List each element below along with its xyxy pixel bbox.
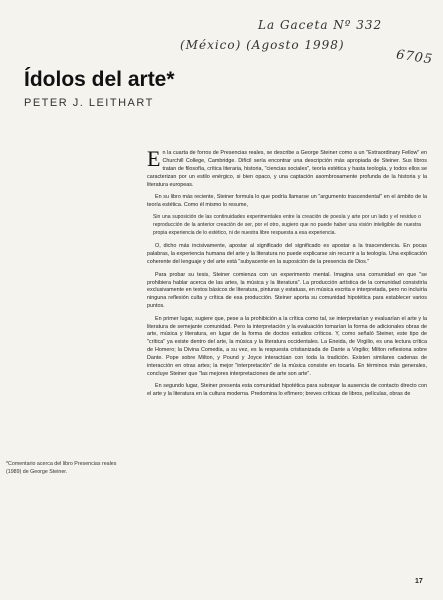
article-title: Ídolos del arte* [24,68,175,91]
handwritten-source-note: La Gaceta Nº 332 [258,18,383,32]
body-paragraph: En segundo lugar, Steiner presenta esta comunidad hipotética para subrayar la ausencia de contacto directo con el arte y la literatura en la cultura moderna. Predomina lo efímero; breves críticas de libros, películas, obras de [147,383,427,398]
handwritten-archive-number: 6705 [395,47,434,68]
body-paragraph: O, dicho más incisivamente, apostar al significado del significado es apostar a la trascendencia. En pocas palabras, la experiencia humana del arte y la literatura no puede explicarse sin recurrir a la teología. Una explicación coherente del lenguaje y del arte está "subyacente en la suposición de la presencia de Dios." [147,243,427,266]
body-paragraph: En primer lugar, sugiere que, pese a la prohibición a la crítica como tal, se interpretarían y evaluarían el arte y la literatura de semejante comunidad. Pero la interpretación y la evaluación tomarían la forma de adicionales obras de arte, música y literatura, en lugar de la forma de doctos estudios críticos. Y, como señaló Steiner, este tipo de "crítica" ya existe dentro del arte, la música y la literatura occidentales. La Eneida, de Virgilio, es una lectura crítica de Homero; la Divina Comedia, a su vez, es la respuesta cristianizada de Dante a Virgilio; Milton reflexiona sobre Dante. Pope sobre Milton, y Pound y Joyce interactúan con toda la tradición. Existen similares cadenas de interacción en otras artes; la mejor "interpretación" de la música consiste en tocarla. En términos más generales, concluye Steiner que "las mejores interpretaciones de arte son arte". [147,315,427,377]
page-number: 17 [415,578,423,585]
handwritten-date-note: (México) (Agosto 1998) [180,38,345,52]
body-paragraph: Para probar su tesis, Steiner comienza con un experimento mental. Imagina una comunidad en que "se prohibiera hablar acerca de las artes, la música y la literatura". La producción artística de la comunidad consistiría exclusivamente en textos básicos de literatura, pinturas y estatuas, en música escrita e interpretada, pero no incluiría ninguna reflexión culta y crítica de esa producción. Steiner aporta su comunidad hipotética para establecer varios puntos. [147,271,427,310]
body-paragraph: En la cuarta de forros de Presencias reales, se describe a George Steiner como a un "Extraordinary Fellow" en Churchill College, Cambridge. Difícil sería encontrar una descripción más apropiada de Steiner. Sus libros tratan de filosofía, crítica literaria, historia, "ciencias sociales", teoría estética y hasta teología, y todos ellos se caracterizan por un estilo enérgico, si bien opaco, y una captación asombrosamente profunda de la historia y la literatura europeas. [147,146,427,188]
body-paragraph: En su libro más reciente, Steiner formula lo que podría llamarse un "argumento trascendental" en el ámbito de la teoría estética. Como él mismo lo resume, [147,194,427,208]
article-author: PETER J. LEITHART [24,97,154,109]
footnote: *Comentario acerca del libro Presencias reales (1989) de George Steiner. [6,461,117,475]
article-body [147,146,427,404]
block-quote: Sin una suposición de las continuidades experimentales entre la creación de poesía y arte por un lado y el residuo o reproducción de la anterior creación de ser, por el otro, sugiero que no puede haber una visión inteligible de nuestra propia experiencia de lo estético, ni de nuestra libre respuesta a esa experiencia. [153,214,421,236]
